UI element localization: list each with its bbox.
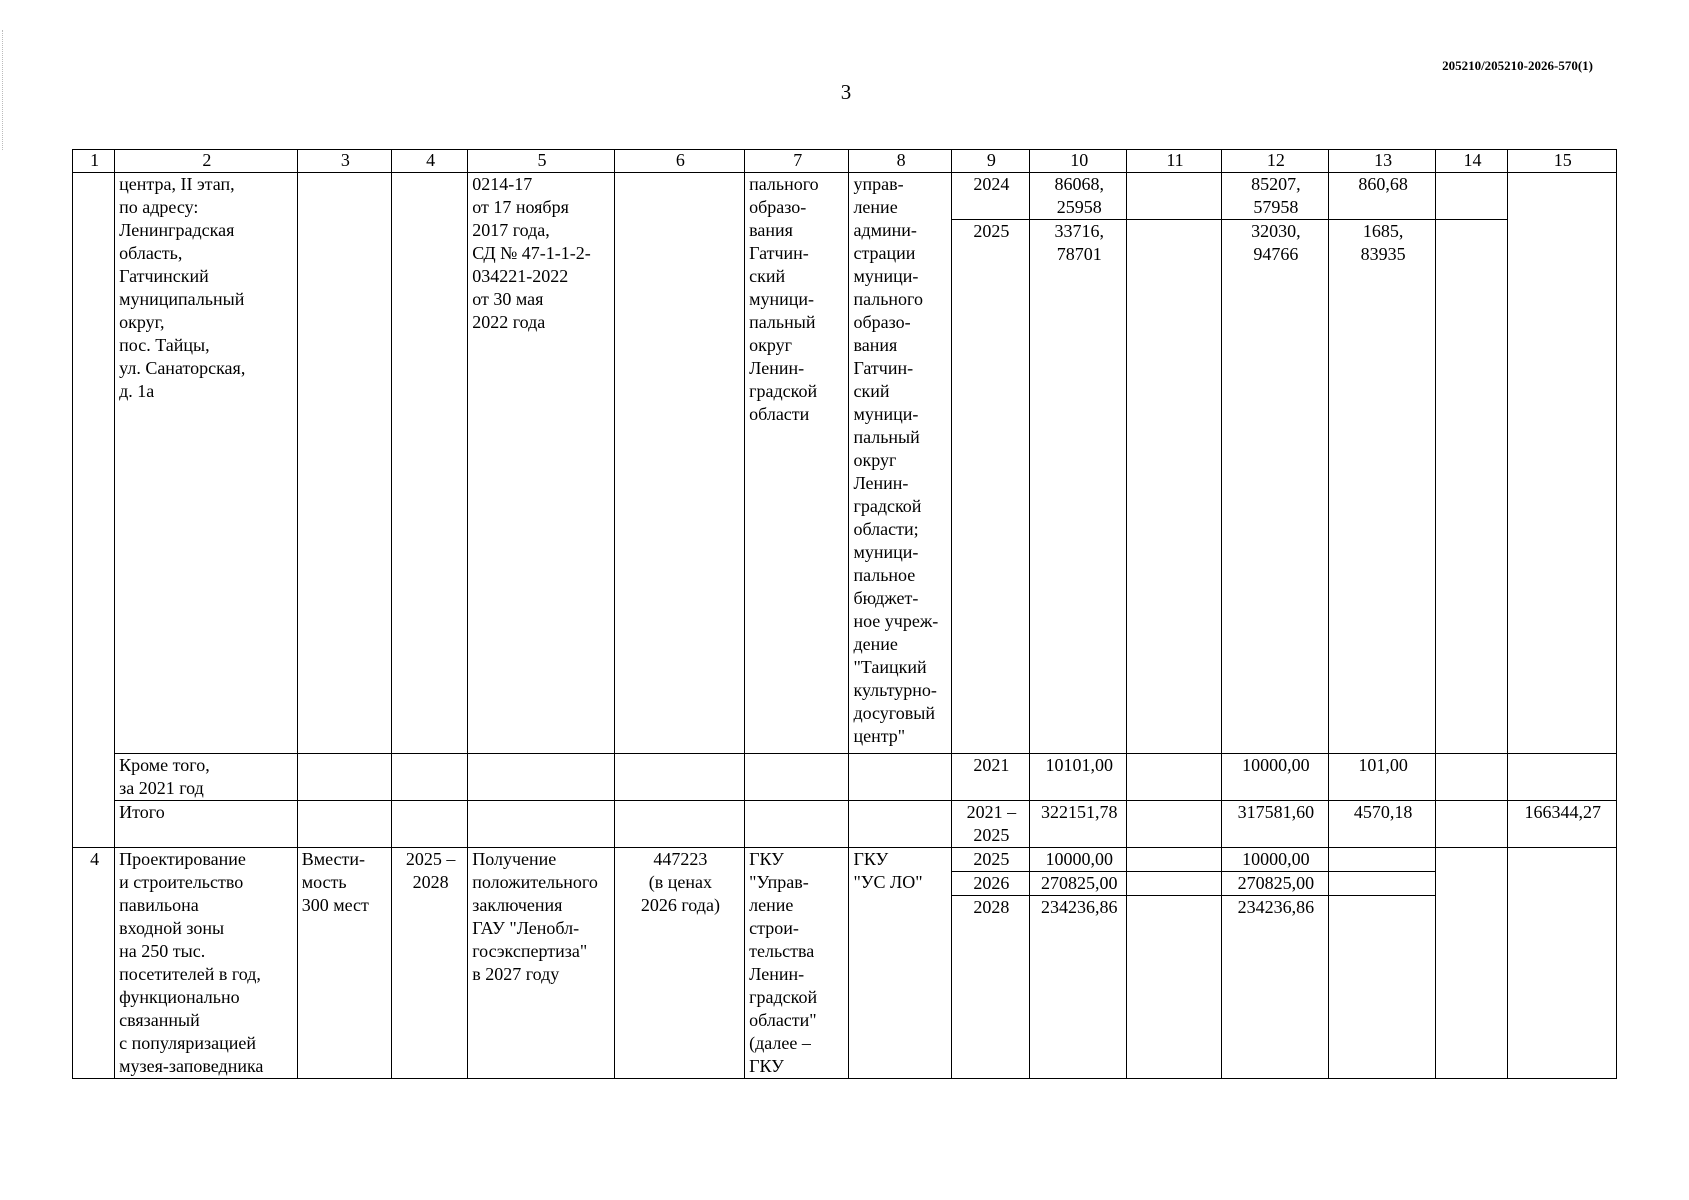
year-cell: 2021 – 2025 [951, 801, 1029, 848]
regional-amount-cell: 10000,00 [1221, 754, 1328, 801]
scan-edge-mark [2, 30, 6, 150]
regional-amount-cell: 32030, 94766 [1221, 220, 1328, 754]
other-amount-cell [1436, 220, 1507, 754]
period-cell [392, 754, 468, 801]
table-row [73, 848, 1617, 872]
design-doc-cell: Получение положительного заключения ГАУ "Ленобл- госэкспертиза" в 2027 году [468, 848, 614, 1079]
customer-cell: пального образо- вания Гатчин- ский муници- пальный округ Ленин- градской области [745, 173, 849, 754]
object-name-cell: центра, II этап, по адресу: Ленинградская область, Гатчинский муниципальный округ, пос. Тайцы, ул. Санаторская, д. 1а [115, 173, 298, 754]
header-cell: 14 [1436, 150, 1507, 173]
local-amount-cell: 101,00 [1328, 754, 1435, 801]
design-doc-cell [468, 801, 614, 848]
header-cell: 10 [1030, 150, 1127, 173]
cost-cell: 447223 (в ценах 2026 года) [614, 848, 744, 1079]
federal-amount-cell [1127, 896, 1221, 1079]
table-row [73, 173, 1617, 220]
cost-cell [614, 801, 744, 848]
capacity-cell: Вмести- мость 300 мест [297, 848, 391, 1079]
regional-amount-cell: 317581,60 [1221, 801, 1328, 848]
capacity-cell [297, 801, 391, 848]
header-cell: 9 [951, 150, 1029, 173]
total-amount-cell: 10101,00 [1030, 754, 1127, 801]
header-cell: 12 [1221, 150, 1328, 173]
header-cell: 4 [392, 150, 468, 173]
total-label-cell: Итого [115, 801, 298, 848]
cost-cell [614, 173, 744, 754]
developer-cell: управ- ление админи- страции муници- пального образо- вания Гатчин- ский муници- пальный округ Ленин- градской области; муници- пальное бюджет- ное учреж- дение "Таицкий культурно- досуговый центр" [849, 173, 951, 754]
total-amount-cell: 270825,00 [1030, 872, 1127, 896]
customer-cell [745, 801, 849, 848]
federal-amount-cell [1127, 173, 1221, 220]
item-number-cell: 4 [73, 848, 115, 1079]
header-cell: 2 [115, 150, 298, 173]
object-name-cell: Проектирование и строительство павильона входной зоны на 250 тыс. посетителей в год, функционально связанный с популяризацией музея-заповедника [115, 848, 298, 1079]
header-cell: 13 [1328, 150, 1435, 173]
header-cell: 8 [849, 150, 951, 173]
header-cell: 5 [468, 150, 614, 173]
col15-cell [1507, 754, 1616, 801]
year-cell: 2025 [951, 220, 1029, 754]
year-cell: 2026 [951, 872, 1029, 896]
other-amount-cell [1436, 801, 1507, 848]
budget-table [72, 149, 1617, 1079]
year-cell: 2028 [951, 896, 1029, 1079]
capacity-cell [297, 173, 391, 754]
local-amount-cell: 860,68 [1328, 173, 1435, 220]
developer-cell [849, 754, 951, 801]
regional-amount-cell: 85207, 57958 [1221, 173, 1328, 220]
total-amount-cell: 86068, 25958 [1030, 173, 1127, 220]
local-amount-cell: 4570,18 [1328, 801, 1435, 848]
total-amount-cell: 33716, 78701 [1030, 220, 1127, 754]
header-cell: 1 [73, 150, 115, 173]
other-amount-cell [1436, 848, 1507, 1079]
page-number: 3 [840, 80, 852, 104]
federal-amount-cell [1127, 801, 1221, 848]
local-amount-cell [1328, 848, 1435, 872]
cost-cell [614, 754, 744, 801]
regional-amount-cell: 10000,00 [1221, 848, 1328, 872]
header-cell: 6 [614, 150, 744, 173]
year-cell: 2025 [951, 848, 1029, 872]
item-number-cell [73, 173, 115, 848]
header-cell: 15 [1507, 150, 1616, 173]
federal-amount-cell [1127, 872, 1221, 896]
column-number-row [73, 150, 1617, 173]
col15-cell [1507, 173, 1616, 754]
col15-cell [1507, 848, 1616, 1079]
local-amount-cell: 1685, 83935 [1328, 220, 1435, 754]
local-amount-cell [1328, 896, 1435, 1079]
capacity-cell [297, 754, 391, 801]
period-cell [392, 173, 468, 754]
year-cell: 2021 [951, 754, 1029, 801]
developer-cell: ГКУ "УС ЛО" [849, 848, 951, 1079]
col15-cell: 166344,27 [1507, 801, 1616, 848]
federal-amount-cell [1127, 220, 1221, 754]
other-amount-cell [1436, 754, 1507, 801]
header-cell: 11 [1127, 150, 1221, 173]
table-row [73, 754, 1617, 801]
year-cell: 2024 [951, 173, 1029, 220]
table-row [73, 801, 1617, 848]
other-amount-cell [1436, 173, 1507, 220]
developer-cell [849, 801, 951, 848]
customer-cell: ГКУ "Управ- ление строи- тельства Ленин- градской области" (далее – ГКУ [745, 848, 849, 1079]
regional-amount-cell: 234236,86 [1221, 896, 1328, 1079]
design-doc-cell: 0214-17 от 17 ноября 2017 года, СД № 47-1-1-2- 034221-2022 от 30 мая 2022 года [468, 173, 614, 754]
header-cell: 3 [297, 150, 391, 173]
extra-label-cell: Кроме того, за 2021 год [115, 754, 298, 801]
total-amount-cell: 10000,00 [1030, 848, 1127, 872]
document-id: 205210/205210-2026-570(1) [1442, 58, 1593, 73]
federal-amount-cell [1127, 754, 1221, 801]
period-cell [392, 801, 468, 848]
header-cell: 7 [745, 150, 849, 173]
period-cell: 2025 – 2028 [392, 848, 468, 1079]
local-amount-cell [1328, 872, 1435, 896]
total-amount-cell: 234236,86 [1030, 896, 1127, 1079]
design-doc-cell [468, 754, 614, 801]
regional-amount-cell: 270825,00 [1221, 872, 1328, 896]
total-amount-cell: 322151,78 [1030, 801, 1127, 848]
federal-amount-cell [1127, 848, 1221, 872]
customer-cell [745, 754, 849, 801]
